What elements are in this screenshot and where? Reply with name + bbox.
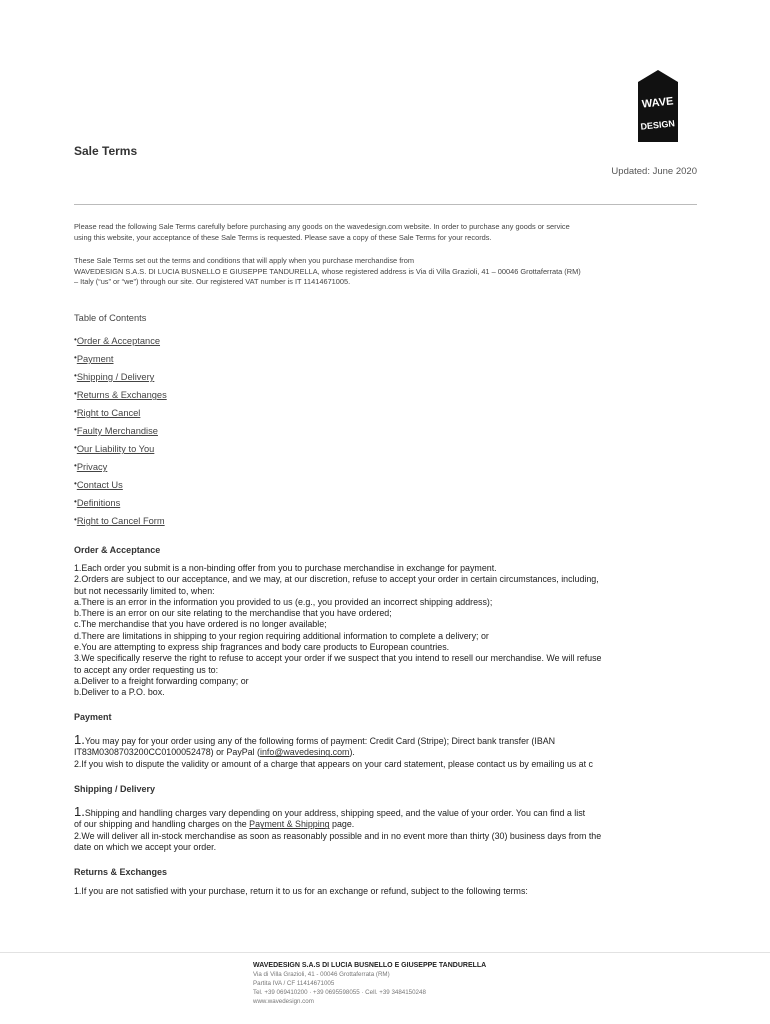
order-line: b.There is an error on our site relating to the merchandise that you have ordered; — [74, 608, 392, 619]
order-line: but not necessarily limited to, when: — [74, 585, 215, 596]
section-heading-shipping: Shipping / Delivery — [74, 784, 156, 794]
shipping-line: 2.We will deliver all in-stock merchandise as soon as reasonably possible and in no event more than thirty (30) business days from the — [74, 830, 602, 841]
payment-text: IT83M0308703200CC0100052478) or PayPal ( — [74, 747, 261, 758]
toc-item — [74, 371, 167, 389]
section-heading-returns: Returns & Exchanges — [74, 867, 168, 877]
payment-line: 2.If you wish to dispute the validity or amount of a charge that appears on your card statement, please contact us by emailing us at c — [74, 758, 593, 769]
shipping-line — [74, 806, 698, 819]
section-heading-order: Order & Acceptance — [74, 545, 161, 555]
bullet-icon: • — [74, 425, 77, 434]
toc-list — [74, 335, 167, 533]
shipping-line — [74, 819, 698, 830]
shipping-text: page. — [329, 819, 355, 830]
bullet-icon: • — [74, 479, 77, 488]
order-line: b.Deliver to a P.O. box. — [74, 687, 165, 698]
toc-link-shipping[interactable]: Shipping / Delivery — [76, 372, 155, 382]
toc-link-definitions[interactable]: Definitions — [76, 498, 121, 508]
intro-line: These Sale Terms set out the terms and conditions that will apply when you purchase merchandise from — [74, 256, 415, 265]
header-divider — [74, 204, 697, 205]
toc-link-faulty-merchandise[interactable]: Faulty Merchandise — [76, 426, 158, 436]
email-link[interactable]: info@wavedesing.com — [260, 747, 350, 758]
toc-item — [74, 515, 167, 533]
toc-item — [74, 335, 167, 353]
footer-address: Via di Villa Grazioli, 41 - 00046 Grottaferrata (RM) — [253, 971, 390, 978]
wavedesign-logo — [638, 70, 678, 142]
bullet-icon: • — [74, 371, 77, 380]
footer-phone: Tel. +39 069410200 · +39 0695598055 · Cell. +39 3484150248 — [253, 989, 426, 996]
bullet-icon: • — [74, 389, 77, 398]
toc-link-privacy[interactable]: Privacy — [76, 462, 108, 472]
payment-shipping-link[interactable]: Payment & Shipping — [249, 819, 330, 830]
returns-line: 1.If you are not satisfied with your purchase, return it to us for an exchange or refund, subject to the following terms: — [74, 886, 528, 896]
intro-line: WAVEDESIGN S.A.S. DI LUCIA BUSNELLO E GIUSEPPE TANDURELLA, whose registered address is Via di Villa Grazioli, 41 – 00046 Grottaferrata (RM) — [74, 266, 581, 276]
intro-line: Please read the following Sale Terms carefully before purchasing any goods on the wavedesign.com website. In order to purchase any goods or service — [74, 222, 570, 231]
order-line: to accept any order requesting us to: — [74, 664, 219, 675]
intro-line: using this website, your acceptance of these Sale Terms is requested. Please save a copy of these Sale Terms for your records. — [74, 232, 492, 242]
footer-company: WAVEDESIGN S.A.S DI LUCIA BUSNELLO E GIUSEPPE TANDURELLA — [253, 962, 487, 969]
toc-item — [74, 389, 167, 407]
footer-vat: Partita IVA / CF 11414671005 — [253, 980, 335, 987]
toc-item — [74, 479, 167, 497]
page-title: Sale Terms — [74, 144, 138, 158]
list-number: 1. — [74, 804, 85, 819]
section-heading-payment: Payment — [74, 712, 112, 722]
toc-item — [74, 497, 167, 515]
order-line: 2.Orders are subject to our acceptance, and we may, at our discretion, refuse to accept your order in certain circumstances, including, — [74, 574, 599, 585]
order-line: e.You are attempting to express ship fragrances and body care products to European countries. — [74, 642, 450, 653]
bullet-icon: • — [74, 497, 77, 506]
toc-link-liability[interactable]: Our Liability to You — [76, 444, 155, 454]
toc-link-cancel-form[interactable]: Right to Cancel Form — [76, 516, 165, 526]
toc-title: Table of Contents — [74, 313, 147, 323]
order-line: a.Deliver to a freight forwarding company; or — [74, 675, 249, 686]
toc-link-payment[interactable]: Payment — [76, 354, 114, 364]
bullet-icon: • — [74, 461, 77, 470]
payment-line — [74, 747, 698, 758]
bullet-icon: • — [74, 353, 77, 362]
section-shipping-body — [74, 806, 698, 853]
toc-item — [74, 353, 167, 371]
intro-paragraph-1 — [74, 222, 698, 243]
bullet-icon: • — [74, 407, 77, 416]
updated-date: Updated: June 2020 — [611, 166, 697, 177]
bullet-icon: • — [74, 335, 77, 344]
list-number: 1. — [74, 732, 85, 747]
toc-item — [74, 425, 167, 443]
toc-link-contact[interactable]: Contact Us — [76, 480, 123, 490]
toc-item — [74, 407, 167, 425]
logo-text-bottom: DESIGN — [640, 118, 676, 132]
payment-text: ). — [349, 747, 355, 758]
order-line: d.There are limitations in shipping to your region requiring additional information to complete a delivery; or — [74, 630, 489, 641]
payment-line — [74, 734, 698, 747]
footer-divider — [0, 952, 770, 953]
toc-link-order-acceptance[interactable]: Order & Acceptance — [76, 336, 161, 346]
order-line: 3.We specifically reserve the right to refuse to accept your order if we suspect that you intend to resell our merchandise. We will refuse — [74, 653, 602, 664]
order-line: 1.Each order you submit is a non-binding offer from you to purchase merchandise in exchange for payment. — [74, 563, 497, 573]
intro-paragraph-2 — [74, 256, 698, 288]
shipping-text: of our shipping and handling charges on the — [74, 819, 250, 830]
section-payment-body — [74, 734, 698, 770]
toc-link-right-to-cancel[interactable]: Right to Cancel — [76, 408, 141, 418]
section-returns-body — [74, 886, 698, 897]
intro-line: – Italy (“us” or “we”) through our site. Our registered VAT number is IT 11414671005. — [74, 277, 351, 286]
order-line: a.There is an error in the information you provided to us (e.g., you provided an incorrect shipping address); — [74, 596, 493, 607]
toc-item — [74, 443, 167, 461]
footer — [253, 961, 486, 1006]
toc-link-returns[interactable]: Returns & Exchanges — [76, 390, 167, 400]
bullet-icon: • — [74, 443, 77, 452]
shipping-line: date on which we accept your order. — [74, 841, 217, 852]
shipping-text: Shipping and handling charges vary depending on your address, shipping speed, and the value of your order. You can find a list — [84, 808, 586, 818]
bullet-icon: • — [74, 515, 77, 524]
logo-text-top: WAVE — [641, 95, 675, 111]
payment-text: You may pay for your order using any of the following forms of payment: Credit Card (Stripe); Direct bank transfer (IBAN — [84, 736, 556, 746]
section-order-body — [74, 563, 698, 699]
footer-web: www.wavedesign.com — [253, 998, 314, 1005]
order-line: c.The merchandise that you have ordered is no longer available; — [74, 619, 327, 630]
toc-item — [74, 461, 167, 479]
